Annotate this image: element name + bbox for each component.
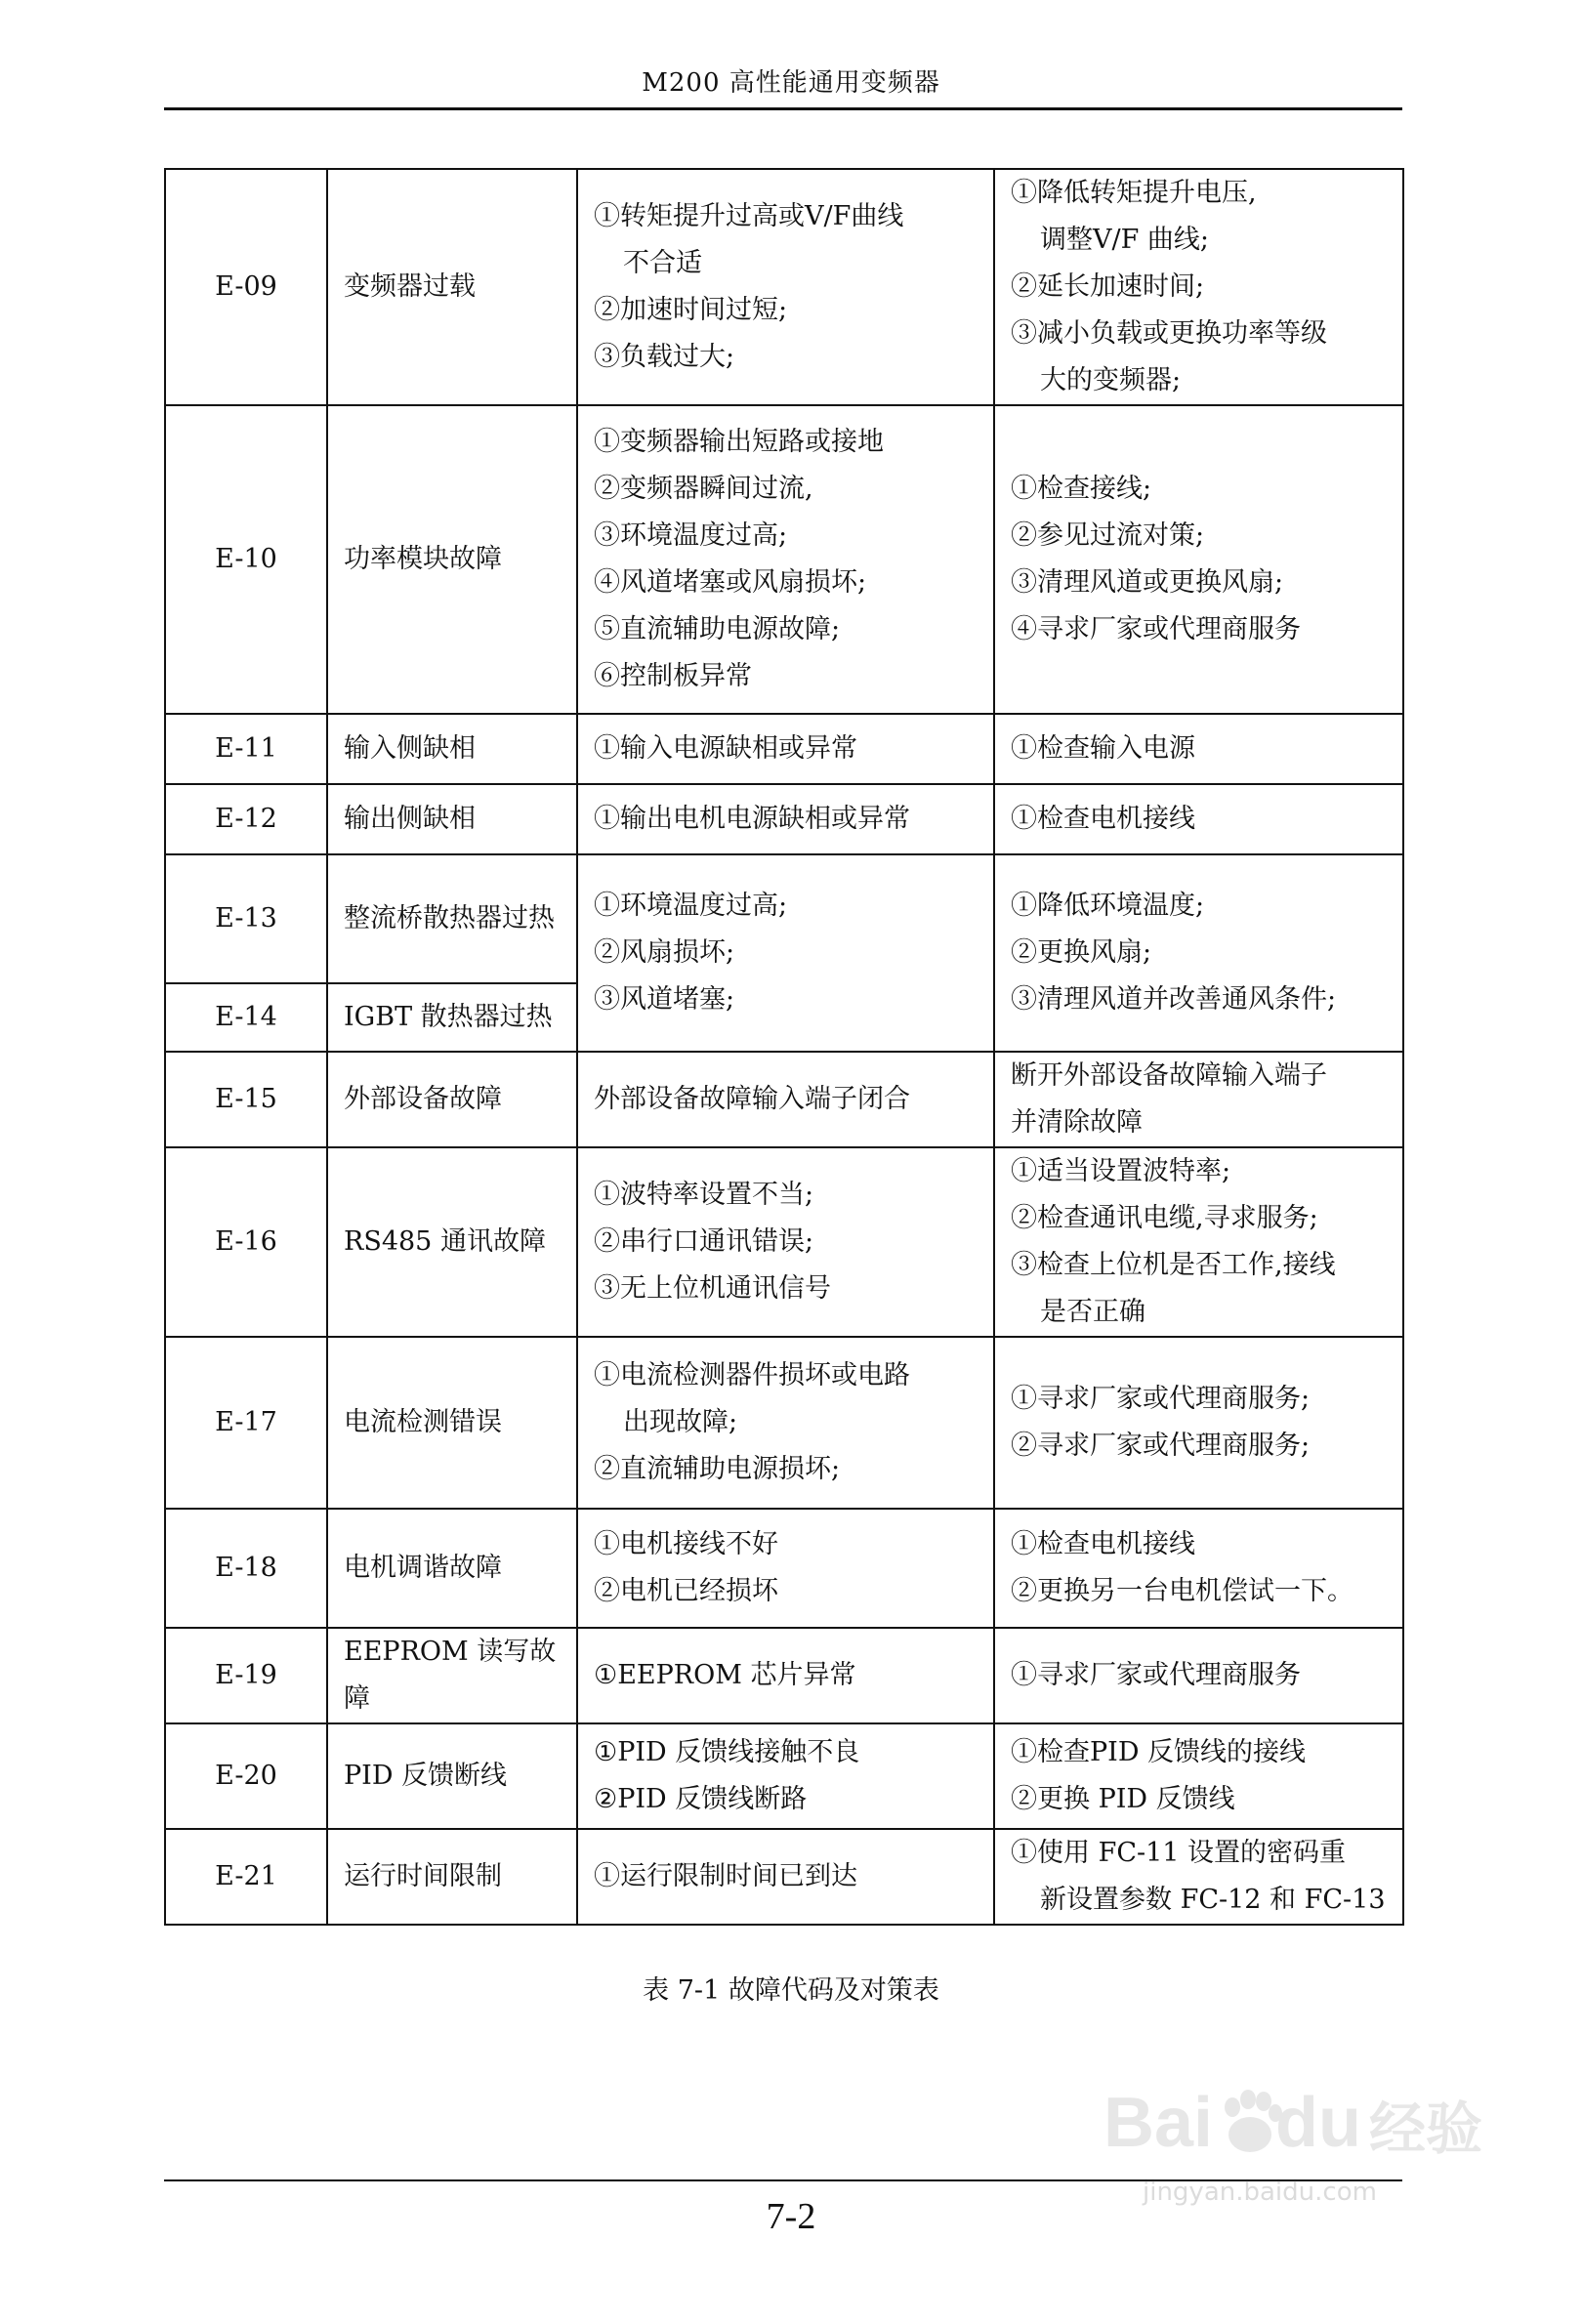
fault-actions-line: 调整V/F 曲线; (1040, 225, 1210, 255)
fault-causes (577, 169, 994, 405)
fault-causes-line: ①变频器输出短路或接地 (594, 427, 884, 457)
svg-text:Bai: Bai (1103, 2084, 1214, 2162)
fault-row-e-09 (165, 169, 1403, 405)
fault-causes-line: 出现故障; (623, 1407, 738, 1437)
table-caption: 表 7-1 故障代码及对策表 (643, 1975, 939, 2006)
fault-causes-line: ⑤直流辅助电源故障; (594, 614, 841, 644)
fault-actions (994, 1147, 1403, 1337)
fault-actions (994, 1052, 1403, 1147)
fault-actions (994, 784, 1403, 854)
fault-name: 功率模块故障 (327, 405, 577, 714)
fault-row-e-11 (165, 714, 1403, 784)
fault-row-e-13 (165, 854, 1403, 983)
fault-actions-line: ②寻求厂家或代理商服务; (1011, 1431, 1311, 1461)
fault-causes-line: ①运行限制时间已到达 (594, 1861, 857, 1891)
fault-actions-line: ①检查接线; (1011, 474, 1152, 504)
fault-causes (577, 1723, 994, 1829)
fault-row-e-18 (165, 1509, 1403, 1628)
fault-causes (577, 1829, 994, 1925)
page-number: 7-2 (766, 2196, 816, 2237)
fault-causes (577, 1628, 994, 1723)
fault-causes-line: ①输入电源缺相或异常 (594, 733, 857, 764)
fault-actions (994, 169, 1403, 405)
fault-row-e-20 (165, 1723, 1403, 1829)
fault-causes (577, 1509, 994, 1628)
baidu-jingyan-logo (1103, 2070, 1494, 2178)
header-rule (164, 107, 1402, 110)
fault-row-e-21 (165, 1829, 1403, 1925)
fault-name: IGBT 散热器过热 (327, 983, 577, 1052)
fault-row-e-17 (165, 1337, 1403, 1509)
fault-causes (577, 405, 994, 714)
fault-causes-line: ④风道堵塞或风扇损坏; (594, 567, 867, 598)
page-header: M200 高性能通用变频器 (642, 68, 940, 98)
fault-name: 整流桥散热器过热 (327, 854, 577, 983)
fault-causes-line: 外部设备故障输入端子闭合 (594, 1084, 910, 1114)
fault-actions-line: ②检查通讯电缆,寻求服务; (1011, 1203, 1318, 1233)
fault-code: E-18 (165, 1509, 327, 1628)
fault-causes-line: ③负载过大; (594, 342, 735, 372)
fault-name: 变频器过载 (327, 169, 577, 405)
fault-name: 外部设备故障 (327, 1052, 577, 1147)
fault-causes-line: ①环境温度过高; (594, 891, 788, 921)
fault-causes-line: ②加速时间过短; (594, 295, 788, 325)
fault-code: E-11 (165, 714, 327, 784)
fault-causes-line: ②电机已经损坏 (594, 1576, 778, 1606)
fault-causes-line: ③无上位机通讯信号 (594, 1273, 831, 1304)
fault-causes-line: ⑥控制板异常 (594, 661, 752, 691)
fault-actions (994, 854, 1403, 1052)
fault-actions-line: ①检查PID 反馈线的接线 (1011, 1737, 1307, 1767)
fault-actions-line: ①寻求厂家或代理商服务 (1011, 1660, 1301, 1690)
fault-code-table (164, 168, 1404, 1926)
fault-causes-line: ①电流检测器件损坏或电路 (594, 1360, 910, 1390)
fault-code: E-21 (165, 1829, 327, 1925)
fault-actions-line: ①检查电机接线 (1011, 1529, 1195, 1559)
fault-code: E-16 (165, 1147, 327, 1337)
fault-name: 输出侧缺相 (327, 784, 577, 854)
fault-causes-line: 不合适 (623, 248, 702, 278)
fault-name: PID 反馈断线 (327, 1723, 577, 1829)
fault-name: 电机调谐故障 (327, 1509, 577, 1628)
fault-causes-line: ②串行口通讯错误; (594, 1226, 814, 1257)
fault-actions-line: ②更换另一台电机偿试一下。 (1011, 1576, 1353, 1606)
watermark (1103, 2070, 1494, 2207)
fault-row-e-12 (165, 784, 1403, 854)
fault-actions-line: ②更换风扇; (1011, 937, 1152, 968)
fault-causes-line: ①电机接线不好 (594, 1529, 778, 1559)
fault-code: E-10 (165, 405, 327, 714)
fault-name: 电流检测错误 (327, 1337, 577, 1509)
fault-actions (994, 714, 1403, 784)
fault-causes-line: ①输出电机电源缺相或异常 (594, 804, 910, 834)
fault-code: E-20 (165, 1723, 327, 1829)
fault-causes-line: ①转矩提升过高或V/F曲线 (594, 201, 904, 231)
fault-actions (994, 1723, 1403, 1829)
fault-name: 运行时间限制 (327, 1829, 577, 1925)
svg-text:经验: 经验 (1369, 2096, 1483, 2162)
fault-causes-line: ①PID 反馈线接触不良 (594, 1737, 860, 1767)
fault-causes-line: ②风扇损坏; (594, 937, 735, 968)
fault-code: E-13 (165, 854, 327, 983)
fault-actions-line: ③减小负载或更换功率等级 (1011, 318, 1327, 349)
fault-actions (994, 1509, 1403, 1628)
fault-row-e-16 (165, 1147, 1403, 1337)
fault-code: E-12 (165, 784, 327, 854)
fault-actions (994, 1628, 1403, 1723)
fault-actions-line: ②延长加速时间; (1011, 271, 1205, 302)
fault-causes (577, 784, 994, 854)
fault-actions-line: 是否正确 (1040, 1297, 1145, 1327)
fault-actions-line: 断开外部设备故障输入端子 (1011, 1060, 1327, 1091)
fault-actions-line: ①寻求厂家或代理商服务; (1011, 1384, 1311, 1414)
fault-causes-line: ③风道堵塞; (594, 984, 735, 1015)
fault-causes (577, 1052, 994, 1147)
fault-name: EEPROM 读写故障 (327, 1628, 577, 1723)
fault-actions-line: 并清除故障 (1011, 1107, 1143, 1138)
fault-actions-line: ①检查电机接线 (1011, 804, 1195, 834)
fault-actions-line: ①适当设置波特率; (1011, 1156, 1231, 1186)
fault-row-e-10 (165, 405, 1403, 714)
fault-causes (577, 854, 994, 1052)
fault-actions-line: ①降低转矩提升电压, (1011, 178, 1257, 208)
fault-row-e-15 (165, 1052, 1403, 1147)
svg-text:du: du (1275, 2084, 1361, 2162)
fault-row-e-19 (165, 1628, 1403, 1723)
fault-code: E-09 (165, 169, 327, 405)
fault-causes-line: ①波特率设置不当; (594, 1180, 814, 1210)
fault-actions-line: ③清理风道并改善通风条件; (1011, 984, 1337, 1015)
fault-code: E-19 (165, 1628, 327, 1723)
fault-code: E-17 (165, 1337, 327, 1509)
fault-causes-line: ②直流辅助电源损坏; (594, 1454, 841, 1484)
fault-name: RS485 通讯故障 (327, 1147, 577, 1337)
fault-actions-line: ②参见过流对策; (1011, 520, 1205, 551)
fault-causes-line: ②变频器瞬间过流, (594, 474, 813, 504)
fault-actions-line: ③检查上位机是否工作,接线 (1011, 1250, 1336, 1280)
fault-causes-line: ③环境温度过高; (594, 520, 788, 551)
fault-name: 输入侧缺相 (327, 714, 577, 784)
fault-causes (577, 714, 994, 784)
fault-actions (994, 1829, 1403, 1925)
fault-actions-line: ②更换 PID 反馈线 (1011, 1784, 1235, 1814)
fault-actions-line: ④寻求厂家或代理商服务 (1011, 614, 1301, 644)
fault-causes (577, 1147, 994, 1337)
fault-causes (577, 1337, 994, 1509)
fault-actions (994, 405, 1403, 714)
fault-actions-line: ①降低环境温度; (1011, 891, 1205, 921)
fault-code: E-14 (165, 983, 327, 1052)
fault-actions-line: ①检查输入电源 (1011, 733, 1195, 764)
fault-code: E-15 (165, 1052, 327, 1147)
fault-causes-line: ①EEPROM 芯片异常 (594, 1660, 856, 1690)
fault-actions-line: ③清理风道或更换风扇; (1011, 567, 1284, 598)
fault-actions-line: 大的变频器; (1040, 365, 1182, 395)
watermark-url: jingyan.baidu.com (1143, 2178, 1377, 2207)
fault-actions-line: 新设置参数 FC-12 和 FC-13 (1040, 1885, 1386, 1915)
fault-causes-line: ②PID 反馈线断路 (594, 1784, 808, 1814)
fault-actions-line: ①使用 FC-11 设置的密码重 (1011, 1838, 1347, 1868)
fault-actions (994, 1337, 1403, 1509)
